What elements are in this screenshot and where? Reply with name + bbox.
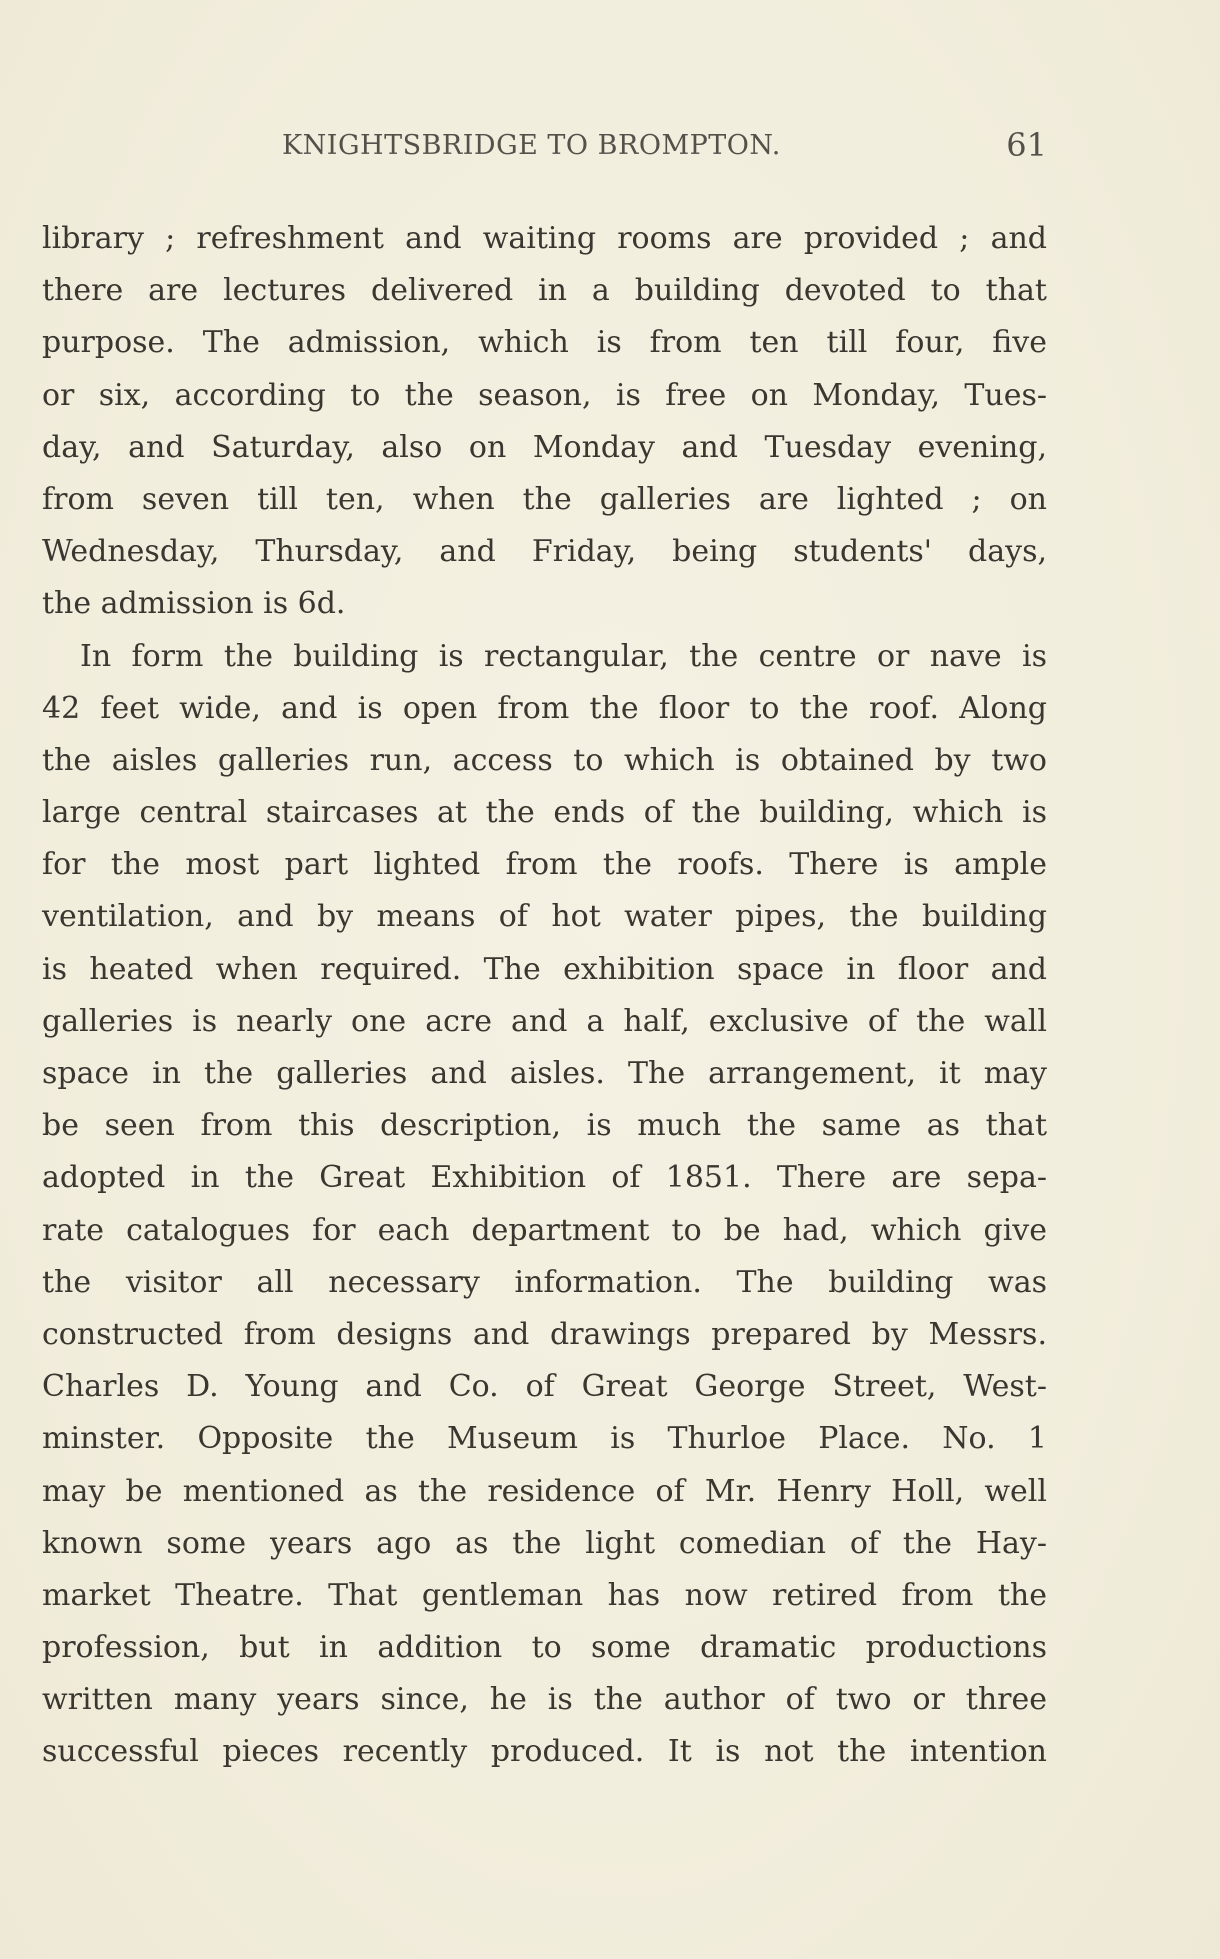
text-line: be seen from this description, is much the same as that: [42, 1108, 1047, 1144]
text-line: day, and Saturday, also on Monday and Tuesday evening,: [42, 429, 1047, 465]
text-line: is heated when required. The exhibition space in floor and: [42, 951, 1047, 987]
text-line: constructed from designs and drawings prepared by Messrs.: [42, 1316, 1047, 1352]
paragraph-1: [42, 213, 1047, 631]
text-line: adopted in the Great Exhibition of 1851. There are sepa-: [42, 1160, 1047, 1196]
text-line: written many years since, he is the author of two or three: [42, 1682, 1047, 1718]
text-line: there are lectures delivered in a building devoted to that: [42, 273, 1047, 309]
text-line: from seven till ten, when the galleries are lighted ; on: [42, 481, 1047, 517]
running-head: KNIGHTSBRIDGE TO BROMPTON.: [282, 130, 781, 161]
text-line: profession, but in addition to some dramatic productions: [42, 1630, 1047, 1666]
body-text: [42, 213, 1047, 1779]
paragraph-2: [42, 631, 1047, 1779]
text-line: large central staircases at the ends of the building, which is: [42, 795, 1047, 831]
text-line: for the most part lighted from the roofs. There is ample: [42, 847, 1047, 883]
text-line: ventilation, and by means of hot water pipes, the building: [42, 899, 1047, 935]
text-line: rate catalogues for each department to be had, which give: [42, 1212, 1047, 1248]
text-line: space in the galleries and aisles. The arrangement, it may: [42, 1056, 1047, 1091]
text-line: In form the building is rectangular, the centre or nave is: [80, 638, 1047, 674]
text-line: purpose. The admission, which is from ten till four, five: [42, 325, 1047, 361]
text-line: Charles D. Young and Co. of Great George Street, West-: [42, 1369, 1047, 1405]
text-line: minster. Opposite the Museum is Thurloe Place. No. 1: [42, 1421, 1047, 1457]
text-line: the admission is 6d.: [42, 586, 346, 622]
text-line: successful pieces recently produced. It is not the intention: [42, 1734, 1047, 1770]
text-line: known some years ago as the light comedian of the Hay-: [42, 1525, 1047, 1561]
page-header: [42, 126, 1047, 166]
text-line: the aisles galleries run, access to which is obtained by two: [42, 742, 1047, 778]
page-number: 61: [1006, 126, 1047, 164]
text-line: Wednesday, Thursday, and Friday, being students' days,: [42, 534, 1047, 570]
text-line: library ; refreshment and waiting rooms are provided ; and: [42, 221, 1047, 256]
text-line: galleries is nearly one acre and a half, exclusive of the wall: [42, 1003, 1047, 1039]
text-line: the visitor all necessary information. The building was: [42, 1264, 1047, 1300]
text-line: market Theatre. That gentleman has now retired from the: [42, 1577, 1047, 1613]
text-line: 42 feet wide, and is open from the floor to the roof. Along: [42, 690, 1047, 726]
text-line: may be mentioned as the residence of Mr. Henry Holl, well: [42, 1473, 1047, 1509]
text-line: or six, according to the season, is free on Monday, Tues-: [42, 377, 1047, 413]
